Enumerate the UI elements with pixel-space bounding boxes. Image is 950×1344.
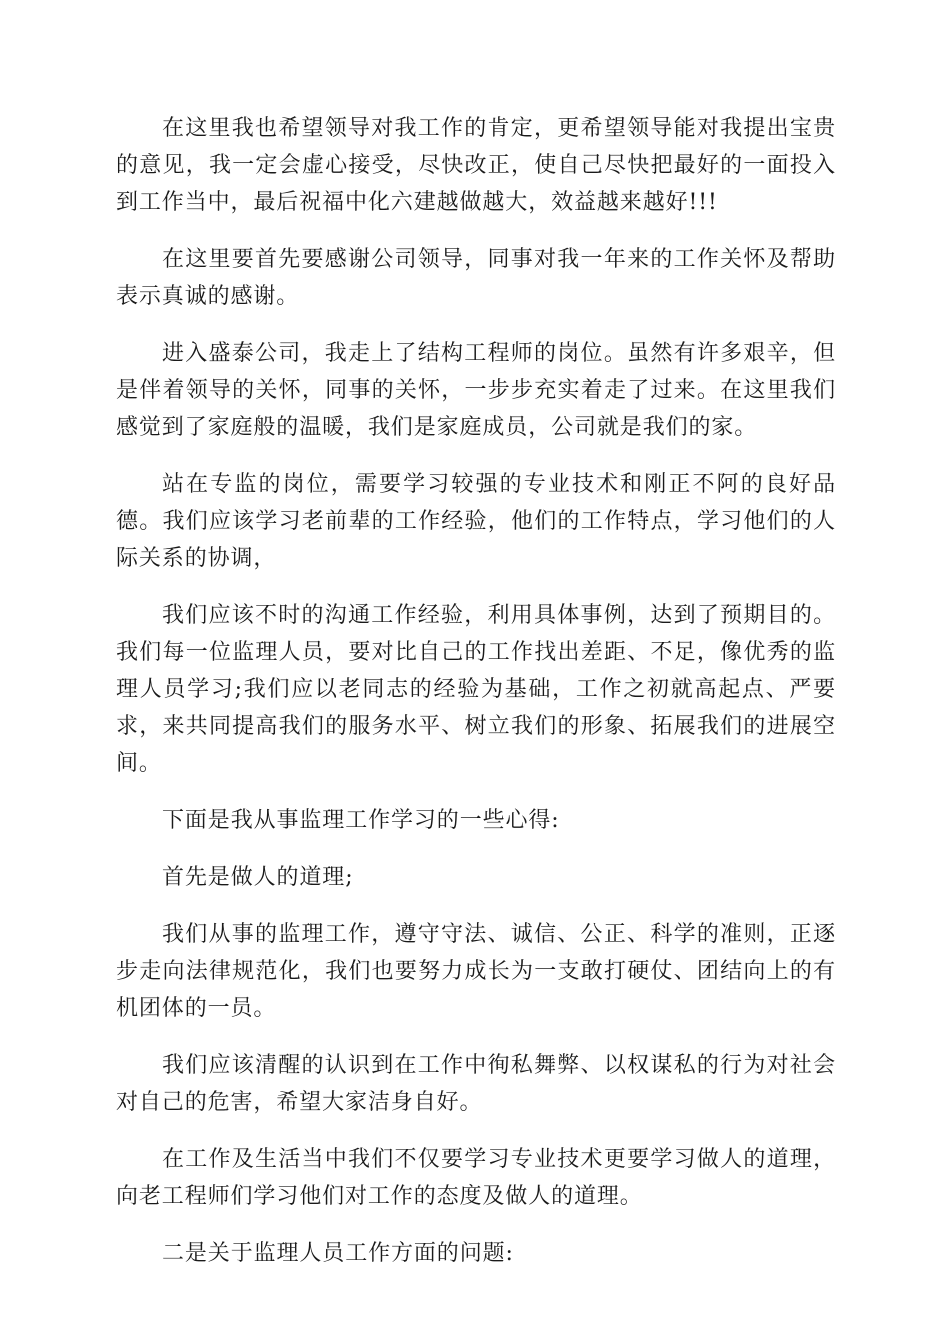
paragraph-3: 进入盛泰公司，我走上了结构工程师的岗位。虽然有许多艰辛，但是伴着领导的关怀，同事的关怀，一步步充实着走了过来。在这里我们感觉到了家庭般的温暖，我们是家庭成员，公司就是我们的家。 (116, 341, 836, 440)
paragraph-7: 首先是做人的道理; (162, 865, 354, 890)
paragraph-5: 我们应该不时的沟通工作经验，利用具体事例，达到了预期目的。我们每一位监理人员，要对比自己的工作找出差距、不足，像优秀的监理人员学习;我们应以老同志的经验为基础，工作之初就高起点、严要求，来共同提高我们的服务水平、树立我们的形象、拓展我们的进展空间。 (116, 603, 836, 776)
paragraph-11: 二是关于监理人员工作方面的问题: (162, 1241, 514, 1266)
paragraph-2: 在这里要首先要感谢公司领导，同事对我一年来的工作关怀及帮助表示真诚的感谢。 (116, 247, 836, 309)
paragraph-1: 在这里我也希望领导对我工作的肯定，更希望领导能对我提出宝贵的意见，我一定会虚心接受，尽快改正，使自己尽快把最好的一面投入到工作当中，最后祝福中化六建越做越大，效益越来越好!!! (116, 116, 836, 215)
paragraph-8: 我们从事的监理工作，遵守守法、诚信、公正、科学的准则，正逐步走向法律规范化，我们也要努力成长为一支敢打硬仗、团结向上的有机团体的一员。 (116, 922, 836, 1021)
paragraph-10: 在工作及生活当中我们不仅要学习专业技术更要学习做人的道理，向老工程师们学习他们对工作的态度及做人的道理。 (116, 1147, 836, 1209)
paragraph-6: 下面是我从事监理工作学习的一些心得: (162, 808, 560, 833)
paragraph-9: 我们应该清醒的认识到在工作中徇私舞弊、以权谋私的行为对社会对自己的危害，希望大家洁身自好。 (116, 1053, 836, 1115)
paragraph-4: 站在专监的岗位，需要学习较强的专业技术和刚正不阿的良好品德。我们应该学习老前辈的工作经验，他们的工作特点，学习他们的人际关系的协调， (116, 472, 836, 571)
document-body (116, 110, 836, 1292)
